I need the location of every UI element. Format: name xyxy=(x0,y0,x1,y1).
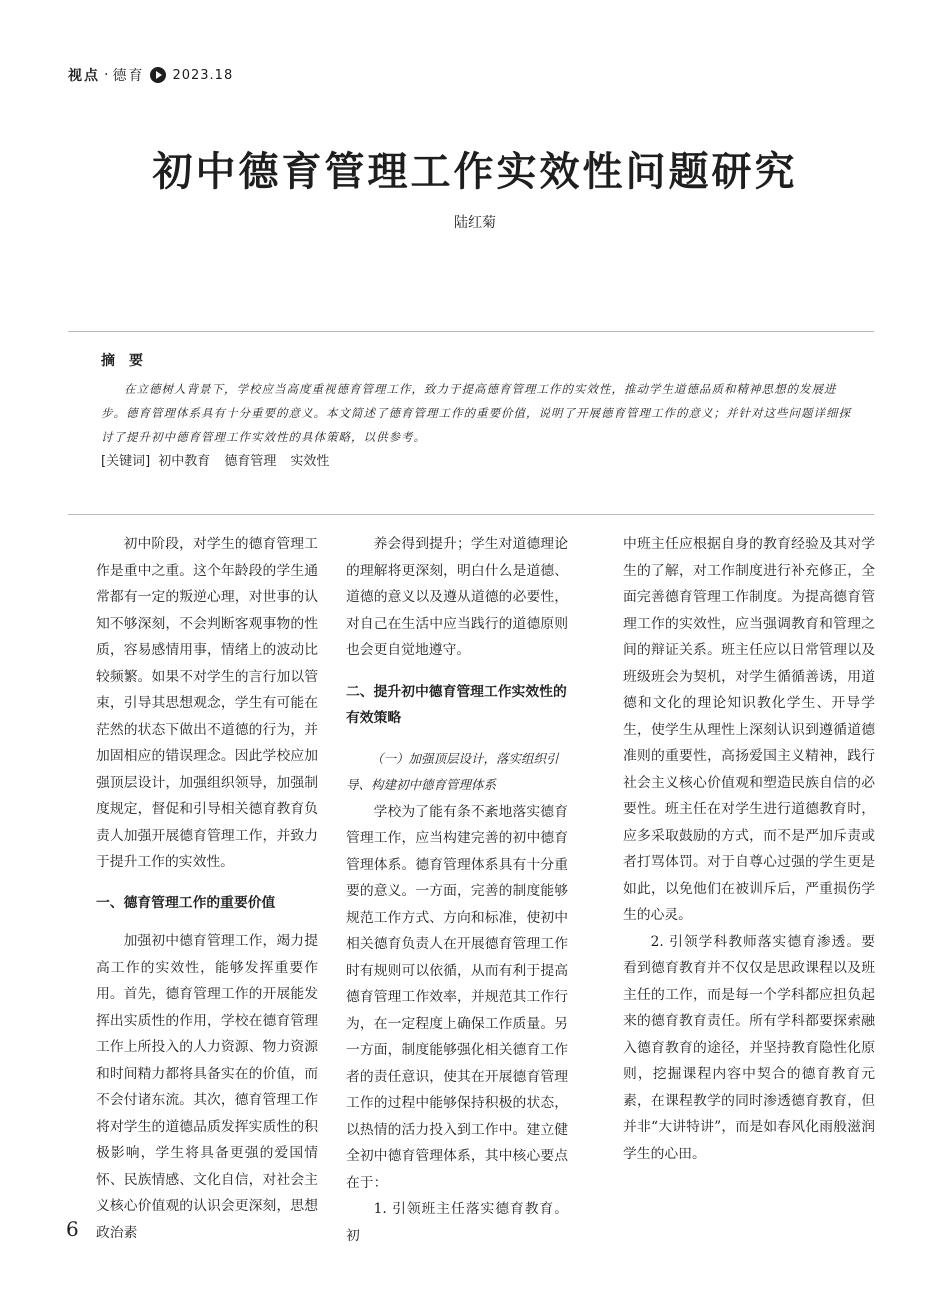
keyword: 初中教育 xyxy=(158,454,211,469)
body-paragraph: 养会得到提升；学生对道德理论的理解将更深刻，明白什么是道德、道德的意义以及遵从道德的必要性，对自己在生活中应当践行的道德原则也会更自觉地遵守。 xyxy=(346,536,568,658)
header-separator: · xyxy=(104,67,109,83)
body-paragraph: 中班主任应根据自身的教育经验及其对学生的了解，对工作制度进行补充修正，全面完善德育管理工作制度。为提高德育管理工作的实效性，应当强调教育和管理之间的辩证关系。班主任应以日常管理以及班级班会为契机，对学生循循善诱，用道德和文化的理论知识教化学生、开导学生，使学生从理性上深刻认识到遵循道德准则的重要性，高扬爱国主义精神，践行社会主义核心价值观和塑造民族自信的必要性。班主任在对学生进行道德教育时，应多采取鼓励的方式，而不是严加斥责或者打骂体罚。对于自尊心过强的学生更是如此，以免他们在被训斥后，严重损伤学生的心灵。 xyxy=(623,536,875,923)
column-1 xyxy=(96,531,318,1246)
article-author: 陆红菊 xyxy=(454,215,496,231)
keyword: 德育管理 xyxy=(224,454,277,469)
body-paragraph: 加强初中德育管理工作，竭力提高工作的实效性，能够发挥重要作用。首先，德育管理工作的开展能发挥出实质性的作用，学校在德育管理工作上所投入的人力资源、物力资源和时间精力都将具备实在的价值，而不会付诸东流。其次，德育管理工作将对学生的道德品质发挥实质性的积极影响，学生将具备更强的爱国情怀、民族情感、文化自信，对社会主义核心价值观的认识会更深刻，思想政治素 xyxy=(96,933,318,1241)
body-paragraph: 初中阶段，对学生的德育管理工作是重中之重。这个年龄段的学生通常都有一定的叛逆心理，对世事的认知不够深刻，不会判断客观事物的性质，容易感情用事，情绪上的波动比较频繁。如果不对学生的言行加以管束，引导其思想观念，学生有可能在茫然的状态下做出不道德的行为，并加固相应的错误理念。因此学校应加强顶层设计，加强组织领导，加强制度规定，督促和引导相关德育教育负责人加强开展德育管理工作，并致力于提升工作的实效性。 xyxy=(96,536,318,870)
body-paragraph: 2. 引领学科教师落实德育渗透。要看到德育教育并不仅仅是思政课程以及班主任的工作，而是每一个学科都应担负起来的德育教育责任。所有学科都要探索融入德育教育的途径，并坚持教育隐性化原则，挖掘课程内容中契合的德育教育元素，在课程教学的同时渗透德育教育，但并非“大讲特讲”，而是如春风化雨般滋润学生的心田。 xyxy=(623,933,875,1162)
column-2 xyxy=(346,531,568,1249)
section-heading: 一、德育管理工作的重要价值 xyxy=(96,894,276,911)
keywords-label: [关键词] xyxy=(101,454,151,469)
abstract-heading: 摘要 xyxy=(101,353,157,369)
header-section2: 德育 xyxy=(112,68,145,84)
play-icon xyxy=(150,67,166,83)
body-paragraph: 1. 引领班主任落实德育教育。初 xyxy=(346,1201,568,1244)
running-header xyxy=(68,64,233,86)
article-title: 初中德育管理工作实效性问题研究 xyxy=(152,148,798,195)
body-paragraph: 学校为了能有条不紊地落实德育管理工作，应当构建完善的初中德育管理体系。德育管理体系具有十分重要的意义。一方面，完善的制度能够规范工作方式、方向和标准，使初中相关德育负责人在开展德育管理工作时有规则可以依循，从而有利于提高德育管理工作效率，并规范其工作行为，在一定程度上确保工作质量。另一方面，制度能够强化相关德育工作者的责任意识，使其在开展德育管理工作的过程中能够保持积极的状态，以热情的活力投入到工作中。建立健全初中德育管理体系，其中核心要点在于： xyxy=(346,803,568,1191)
abstract-divider xyxy=(68,514,874,515)
section-heading: 二、提升初中德育管理工作实效性的有效策略 xyxy=(346,683,567,726)
page-number: 6 xyxy=(66,1217,79,1241)
abstract-text: 在立德树人背景下，学校应当高度重视德育管理工作，致力于提高德育管理工作的实效性，推动学生道德品质和精神思想的发展进步。德育管理体系具有十分重要的意义。本文简述了德育管理工作的重要价值，说明了开展德育管理工作的意义；并针对这些问题详细探讨了提升初中德育管理工作实效性的具体策略，以供参考。 xyxy=(101,382,851,444)
keywords-line xyxy=(101,450,339,469)
header-section1: 视点 xyxy=(68,68,100,84)
keyword: 实效性 xyxy=(290,454,330,469)
subsection-heading: （一）加强顶层设计，落实组织引导、构建初中德育管理体系 xyxy=(346,750,559,792)
top-divider xyxy=(68,331,874,332)
header-issue: 2023.18 xyxy=(172,67,234,83)
column-3 xyxy=(623,531,875,1167)
